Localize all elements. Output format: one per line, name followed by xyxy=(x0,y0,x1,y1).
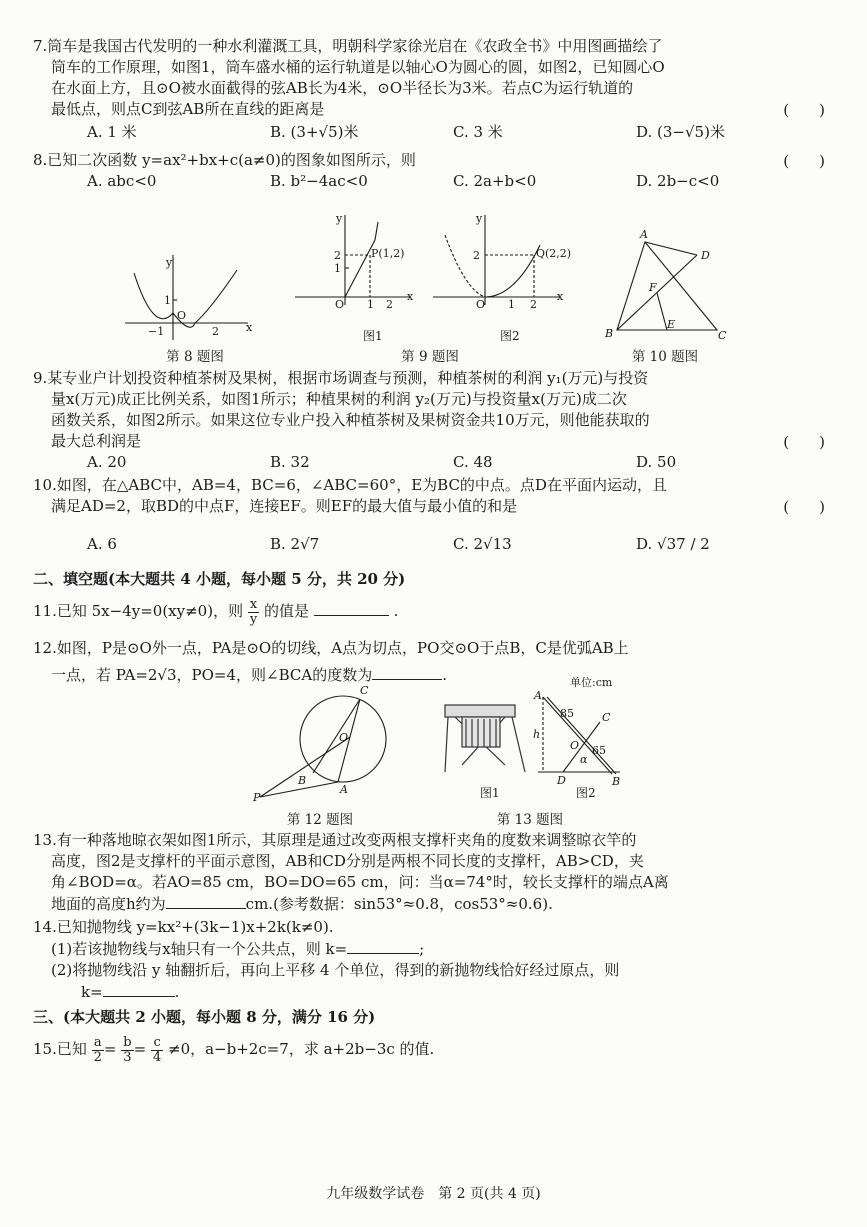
q14-part2: (2)将抛物线沿 y 轴翻折后，再向上平移 4 个单位，得到的新抛物线恰好经过原点，则 xyxy=(51,961,620,979)
question-10 xyxy=(33,475,833,517)
q12-line: 一点，若 PA=2√3，PO=4，则∠BCA的度数为 xyxy=(51,666,373,684)
q11-end: . xyxy=(393,602,399,620)
q11-answer-blank[interactable] xyxy=(314,600,389,616)
q10-option-b: B. 2√7 xyxy=(270,535,320,553)
f12-c: C xyxy=(360,684,369,697)
q13-line: 角∠BOD=α。若AO=85 cm，BO=DO=65 cm，问：当α=74°时，较长支撑杆的端点A离 xyxy=(51,873,669,891)
f10-f: F xyxy=(649,281,657,294)
f13-label-2: 图2 xyxy=(576,786,596,800)
figure-13-schematic xyxy=(538,697,620,774)
q7-option-a: A. 1 米 xyxy=(87,123,137,141)
question-14 xyxy=(33,917,833,1003)
f9b-two: 2 xyxy=(473,249,480,262)
q15-post: ≠0，a−b+2c=7，求 a+2b−3c 的值. xyxy=(168,1040,435,1058)
f10-e: E xyxy=(667,318,676,331)
figure-13-photo xyxy=(445,705,525,772)
q8-stem: 8.已知二次函数 y=ax²+bx+c(a≠0)的图象如图所示，则 xyxy=(33,151,416,169)
q7-line: 在水面上方，且⊙O被水面截得的弦AB长为4米，⊙O半径长为3米。若点C为运行轨道的 xyxy=(51,79,634,97)
f8-one: 1 xyxy=(164,294,171,307)
q9-line: 最大总利润是 xyxy=(51,432,142,450)
question-7 xyxy=(33,36,833,120)
q11-pre: 11.已知 5x−4y=0(xy≠0)，则 xyxy=(33,602,244,620)
f9a-x-label: x xyxy=(407,290,414,303)
q8-option-c: C. 2a+b<0 xyxy=(453,172,537,190)
f9a-y-label: y xyxy=(336,212,343,225)
f9a-two: 2 xyxy=(334,249,341,262)
f13-b: B xyxy=(612,775,621,788)
q10-line: 满足AD=2，取BD的中点F，连接EF。则EF的最大值与最小值的和是 xyxy=(51,497,518,515)
f13-65: 65 xyxy=(592,744,606,757)
f10-b: B xyxy=(605,327,614,340)
q8-options xyxy=(87,172,827,190)
f12-a: A xyxy=(340,783,348,796)
f13-a: A xyxy=(534,689,542,702)
q15-fraction-c: $\frac{c}{4}$ xyxy=(152,1034,162,1065)
q10-line: 10.如图，在△ABC中，AB=4，BC=6，∠ABC=60°，E为BC的中点。点D在平面内运动，且 xyxy=(33,476,667,494)
q14-part2-k: k= xyxy=(81,983,103,1001)
f9b-x2: 2 xyxy=(530,298,537,311)
q13-line: 高度，图2是支撑杆的平面示意图，AB和CD分别是两根不同长度的支撑杆，AB>CD，夹 xyxy=(51,852,644,870)
q14-answer-blank-2[interactable] xyxy=(103,981,175,997)
q9-option-a: A. 20 xyxy=(87,453,127,471)
q9-option-b: B. 32 xyxy=(270,453,310,471)
f9b-x-label: x xyxy=(557,290,564,303)
q14-part1-end: ; xyxy=(419,940,425,958)
q15-pre: 15.已知 xyxy=(33,1040,87,1058)
f8-origin: O xyxy=(177,309,187,322)
q14-part1: (1)若该抛物线与x轴只有一个公共点，则 k= xyxy=(51,940,348,958)
q10-option-a: A. 6 xyxy=(87,535,117,553)
f9a-one: 1 xyxy=(334,262,341,275)
q8-option-d: D. 2b−c<0 xyxy=(636,172,720,190)
f9b-origin: O xyxy=(476,298,486,311)
q13-answer-blank[interactable] xyxy=(166,893,246,909)
q7-line: 最低点，则点C到弦AB所在直线的距离是 xyxy=(51,100,325,118)
q9-line: 函数关系，如图2所示。如果这位专业户投入种植茶树及果树资金共10万元，则他能获取的 xyxy=(51,411,650,429)
f9a-point-p: P(1,2) xyxy=(371,247,405,260)
q7-option-b: B. (3+√5)米 xyxy=(270,123,359,141)
f13-label-1: 图1 xyxy=(480,786,500,800)
q7-option-d: D. (3−√5)米 xyxy=(636,123,725,141)
f10-d: D xyxy=(701,249,710,262)
figure-9-graph-1 xyxy=(295,215,410,305)
f13-d: D xyxy=(557,774,566,787)
f8-neg1: −1 xyxy=(148,325,165,338)
q15-fraction-a: $\frac{a}{2}$ xyxy=(93,1034,102,1065)
f8-y-label: y xyxy=(166,256,173,269)
caption-fig-9: 第 9 题图 xyxy=(401,349,459,365)
section-2-heading: 二、填空题(本大题共 4 小题，每小题 5 分，共 20 分) xyxy=(33,570,406,588)
f13-unit: 单位:cm xyxy=(570,677,613,689)
caption-fig-8: 第 8 题图 xyxy=(166,349,224,365)
f13-h: h xyxy=(533,728,541,741)
question-9 xyxy=(33,368,833,452)
q11-post: 的值是 xyxy=(264,602,310,620)
q12-line: 12.如图，P是⊙O外一点，PA是⊙O的切线，A点为切点，PO交⊙O于点B，C是优弧AB上 xyxy=(33,639,629,657)
q8-answer-paren: ( ) xyxy=(783,152,825,170)
f13-c: C xyxy=(602,711,611,724)
q9-answer-paren: ( ) xyxy=(783,433,825,451)
f9a-x1: 1 xyxy=(367,298,374,311)
f9b-y-label: y xyxy=(476,212,483,225)
q14-line: 14.已知抛物线 y=kx²+(3k−1)x+2k(k≠0). xyxy=(33,918,334,936)
f9b-point-q: Q(2,2) xyxy=(536,247,572,260)
f9a-label: 图1 xyxy=(363,329,383,343)
q7-option-c: C. 3 米 xyxy=(453,123,503,141)
q14-answer-blank-1[interactable] xyxy=(347,938,419,954)
caption-fig-12: 第 12 题图 xyxy=(286,812,354,828)
f12-p: P xyxy=(253,791,261,804)
f13-85: 85 xyxy=(560,707,574,720)
q10-options xyxy=(87,535,827,553)
q7-line: 筒车的工作原理，如图1，筒车盛水桶的运行轨道是以轴心O为圆心的圆，如图2，已知圆心O xyxy=(51,58,665,76)
q13-line: 13.有一种落地晾衣架如图1所示，其原理是通过改变两根支撑杆夹角的度数来调整晾衣竿的 xyxy=(33,831,637,849)
figure-12-circle xyxy=(260,696,386,797)
f10-c: C xyxy=(718,329,727,342)
f12-b: B xyxy=(298,774,307,787)
f13-o: O xyxy=(570,739,580,752)
f10-a: A xyxy=(640,228,648,241)
question-15: 15.已知 $\frac{a}{2}$ = $\frac{b}{3}$ = $\frac{c}{4}$ ≠0，a−b+2c=7，求 a+2b−3c 的值. xyxy=(33,1034,435,1065)
figure-9-graph-2 xyxy=(433,215,560,305)
f8-x-label: x xyxy=(246,321,253,334)
q10-answer-paren: ( ) xyxy=(783,498,825,516)
question-11 xyxy=(33,597,833,627)
page-footer: 九年级数学试卷 第 2 页(共 4 页) xyxy=(326,1186,541,1202)
q7-answer-paren: ( ) xyxy=(783,101,825,119)
f8-two: 2 xyxy=(212,325,219,338)
f9a-origin: O xyxy=(335,298,345,311)
q13-line-end: cm.(参考数据：sin53°≈0.8，cos53°≈0.6). xyxy=(245,895,553,913)
f13-alpha: α xyxy=(580,753,588,766)
figures-row-2 xyxy=(240,677,660,807)
q7-line: 7.筒车是我国古代发明的一种水利灌溉工具，明朝科学家徐光启在《农政全书》中用图画描绘了 xyxy=(33,37,663,55)
q12-end: . xyxy=(442,666,447,684)
figures-row-1 xyxy=(120,200,820,345)
q10-option-c: C. 2√13 xyxy=(453,535,512,553)
q15-fraction-b: $\frac{b}{3}$ xyxy=(123,1034,132,1065)
f9b-label: 图2 xyxy=(500,329,520,343)
q9-line: 量x(万元)成正比例关系，如图1所示；种植果树的利润 y₂(万元)与投资量x(万元)成二次 xyxy=(51,390,627,408)
q9-options xyxy=(87,453,827,471)
q13-line: 地面的高度h约为 xyxy=(51,895,166,913)
q7-options xyxy=(87,121,827,142)
q9-option-d: D. 50 xyxy=(636,453,677,471)
q8-option-a: A. abc<0 xyxy=(87,172,157,190)
caption-fig-13: 第 13 题图 xyxy=(496,812,564,828)
f12-o: O xyxy=(339,731,349,744)
q10-option-d: D. √37 / 2 xyxy=(636,535,710,553)
figure-8-parabola xyxy=(125,255,248,340)
q8-option-b: B. b²−4ac<0 xyxy=(270,172,368,190)
q11-fraction: $\frac{x}{y}$ xyxy=(249,596,258,627)
caption-fig-10: 第 10 题图 xyxy=(631,349,699,365)
q14-part2-end: . xyxy=(174,983,180,1001)
question-13 xyxy=(33,830,833,915)
f9b-x1: 1 xyxy=(508,298,515,311)
section-3-heading: 三、(本大题共 2 小题，每小题 8 分，满分 16 分) xyxy=(33,1008,376,1026)
q9-line: 9.某专业户计划投资种植茶树及果树，根据市场调查与预测，种植茶树的利润 y₁(万元)与投资 xyxy=(33,369,649,387)
q9-option-c: C. 48 xyxy=(453,453,493,471)
f9a-x2: 2 xyxy=(386,298,393,311)
